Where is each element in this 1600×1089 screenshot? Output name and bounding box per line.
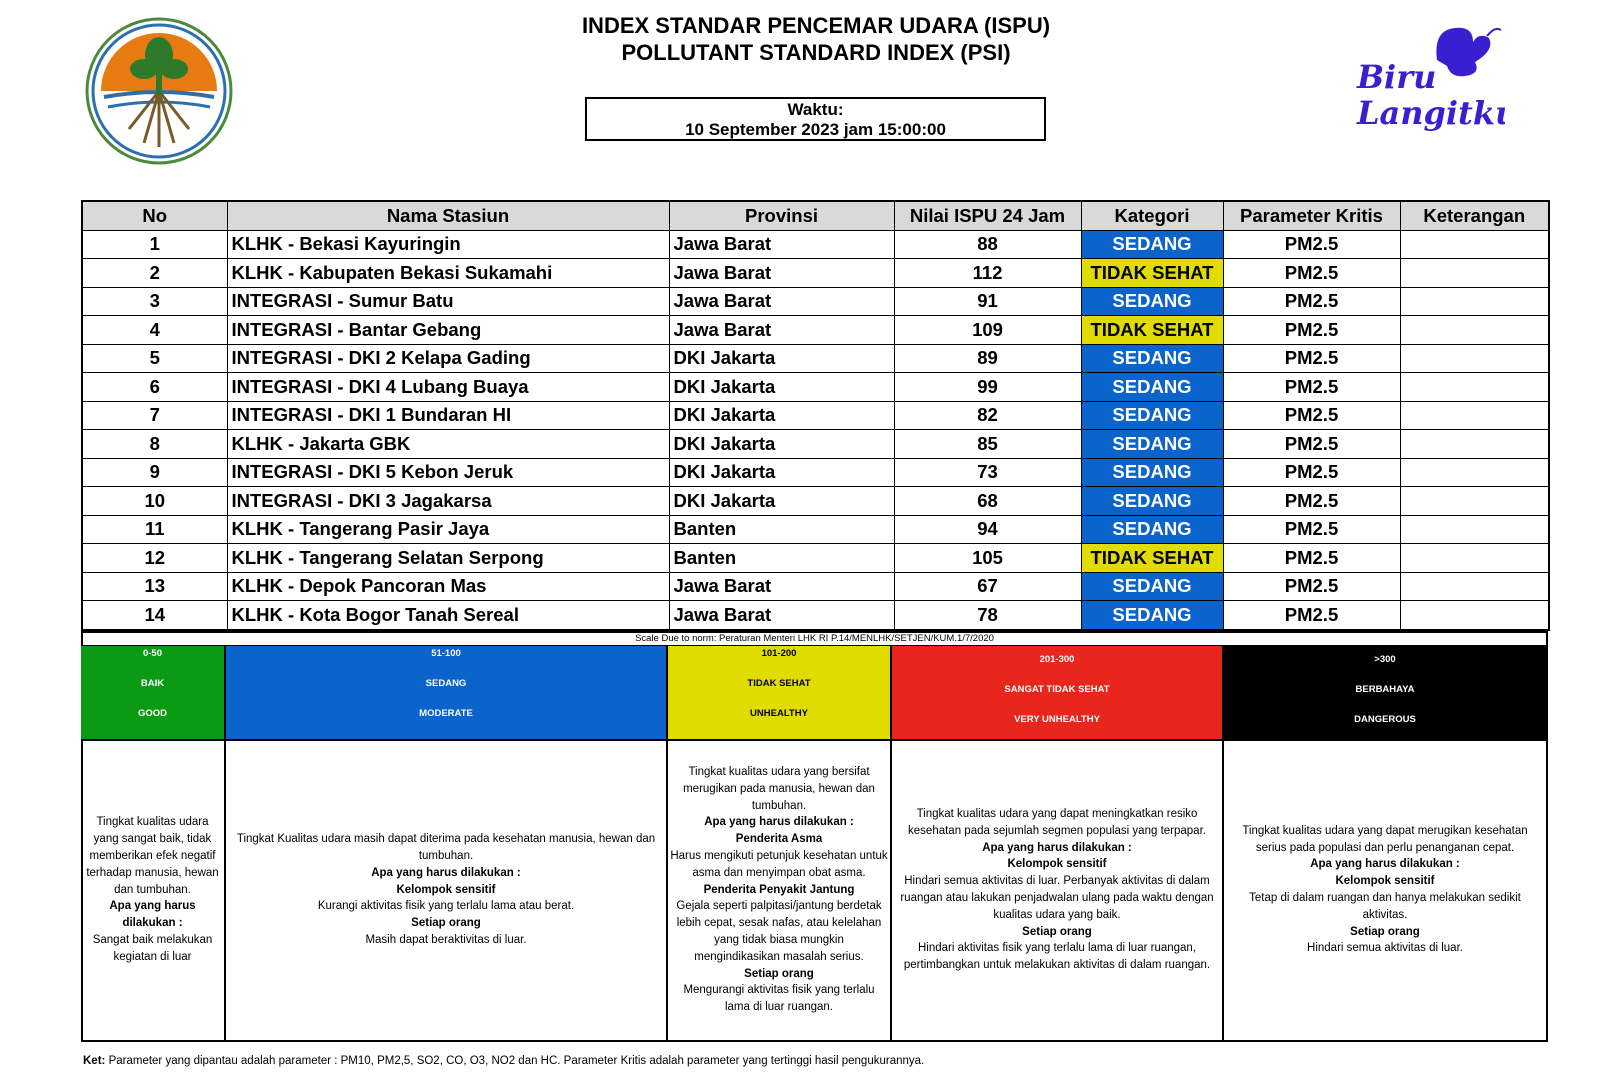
description-text: Tetap di dalam ruangan dan hanya melakukan sedikit aktivitas. [1249,892,1521,921]
table-row [82,430,1549,459]
cell-param: PM2.5 [1223,572,1400,601]
table-row [82,373,1549,402]
cell-param: PM2.5 [1223,401,1400,430]
cell-category: TIDAK SEHAT [1081,259,1223,288]
legend-en-label: DANGEROUS [1354,714,1416,725]
legend-range: 201-300 [1039,654,1075,665]
cell-no: 4 [82,316,227,345]
cell-value: 78 [894,601,1081,630]
cell-province: Banten [669,515,894,544]
cell-province: DKI Jakarta [669,344,894,373]
description-heading: Setiap orang [744,967,814,980]
table-header-row [82,201,1549,230]
cell-category: SEDANG [1081,344,1223,373]
cell-station: INTEGRASI - Bantar Gebang [227,316,669,345]
cell-param: PM2.5 [1223,458,1400,487]
cell-category: SEDANG [1081,515,1223,544]
cell-note [1400,544,1549,573]
cell-category: SEDANG [1081,572,1223,601]
cell-no: 9 [82,458,227,487]
cell-province: DKI Jakarta [669,487,894,516]
time-label: Waktu: [787,100,844,119]
cell-note [1400,572,1549,601]
description-heading: Penderita Penyakit Jantung [703,883,855,896]
cell-note [1400,230,1549,259]
description-text: Mengurangi aktivitas fisik yang terlalu lama di luar ruangan. [683,984,875,1014]
description-heading: Kelompok sensitif [1335,875,1435,888]
legend-category [892,646,1224,739]
cell-station: INTEGRASI - DKI 1 Bundaran HI [227,401,669,430]
table-row [82,487,1549,516]
cell-no: 10 [82,487,227,516]
table-row [82,401,1549,430]
footer-label: Ket: [83,1055,106,1067]
legend-en-label: GOOD [137,708,168,719]
cell-category: SEDANG [1081,230,1223,259]
table-row [82,316,1549,345]
cell-province: Jawa Barat [669,316,894,345]
cell-station: KLHK - Depok Pancoran Mas [227,572,669,601]
col-header-note: Keterangan [1400,201,1549,230]
legend-category [226,646,668,739]
description-text: Tingkat kualitas udara yang dapat meningkatkan resiko kesehatan pada sejumlah segmen populasi yang terpapar. [908,808,1206,837]
cell-param: PM2.5 [1223,515,1400,544]
cell-no: 12 [82,544,227,573]
legend-id-label: BERBAHAYA [1355,684,1415,695]
legend-description [81,740,226,1040]
cell-station: KLHK - Kota Bogor Tanah Sereal [227,601,669,630]
cell-value: 91 [894,287,1081,316]
cell-note [1400,287,1549,316]
cell-station: KLHK - Tangerang Pasir Jaya [227,515,669,544]
cell-province: Jawa Barat [669,230,894,259]
description-text: Masih dapat beraktivitas di luar. [365,933,527,946]
cell-province: Banten [669,544,894,573]
cell-category: SEDANG [1081,401,1223,430]
legend-description [668,740,892,1040]
cell-province: DKI Jakarta [669,430,894,459]
table-row [82,601,1549,630]
legend-en-label: MODERATE [419,708,473,719]
table-row [82,259,1549,288]
description-heading: Setiap orang [411,917,481,930]
col-header-value: Nilai ISPU 24 Jam [894,201,1081,230]
cell-value: 89 [894,344,1081,373]
cell-station: INTEGRASI - Sumur Batu [227,287,669,316]
cell-province: Jawa Barat [669,601,894,630]
brand-line1: Biru [1357,58,1437,96]
cell-station: INTEGRASI - DKI 3 Jagakarsa [227,487,669,516]
cell-station: INTEGRASI - DKI 2 Kelapa Gading [227,344,669,373]
ispu-table [81,200,1550,631]
legend-range: 101-200 [761,648,797,659]
table-row [82,230,1549,259]
cell-category: SEDANG [1081,287,1223,316]
cell-param: PM2.5 [1223,259,1400,288]
time-value: 10 September 2023 jam 15:00:00 [685,120,946,139]
description-text: Hindari aktivitas fisik yang terlalu lama di luar ruangan, pertimbangkan untuk melakukan aktivitas di dalam ruangan. [903,942,1211,972]
cell-value: 105 [894,544,1081,573]
legend-description [1224,740,1548,1040]
cell-no: 6 [82,373,227,402]
cell-province: Jawa Barat [669,259,894,288]
legend-en-label: UNHEALTHY [750,708,808,719]
table-row [82,458,1549,487]
cell-note [1400,458,1549,487]
legend-category [81,646,226,739]
cell-note [1400,259,1549,288]
description-heading: Penderita Asma [735,833,823,846]
cell-value: 109 [894,316,1081,345]
cell-param: PM2.5 [1223,373,1400,402]
cell-no: 14 [82,601,227,630]
cell-note [1400,601,1549,630]
cell-value: 67 [894,572,1081,601]
description-text: Tingkat kualitas udara yang dapat merugikan kesehatan serius pada populasi dan perlu penanganan cepat. [1242,824,1528,854]
legend-en-label: VERY UNHEALTHY [1014,714,1100,725]
description-heading: Apa yang harus dilakukan : [371,866,521,879]
cell-param: PM2.5 [1223,601,1400,630]
table-row [82,572,1549,601]
cell-param: PM2.5 [1223,544,1400,573]
cell-station: INTEGRASI - DKI 5 Kebon Jeruk [227,458,669,487]
legend-id-label: TIDAK SEHAT [747,678,811,689]
cell-station: KLHK - Kabupaten Bekasi Sukamahi [227,259,669,288]
description-heading: Apa yang harus dilakukan : [982,841,1132,854]
cell-category: SEDANG [1081,430,1223,459]
description-text: Hindari semua aktivitas di luar. Perbanyak aktivitas di dalam ruangan atau lakukan penjadwalan ulang pada waktu dengan kualitas udara yang baik. [900,875,1214,921]
cell-note [1400,401,1549,430]
description-text: Hindari semua aktivitas di luar. [1307,942,1463,955]
cell-no: 7 [82,401,227,430]
cell-param: PM2.5 [1223,487,1400,516]
description-text: Gejala seperti palpitasi/jantung berdetak lebih cepat, sesak nafas, atau kelelahan yang tidak biasa mungkin mengindikasikan masalah serius. [676,900,882,963]
description-heading: Kelompok sensitif [1007,858,1107,871]
table-row [82,344,1549,373]
cell-no: 8 [82,430,227,459]
description-text: Kurangi aktivitas fisik yang terlalu lama atau berat. [317,900,575,913]
cell-value: 68 [894,487,1081,516]
description-heading: Kelompok sensitif [396,883,496,896]
cell-value: 99 [894,373,1081,402]
legend-id-label: SANGAT TIDAK SEHAT [1004,684,1110,695]
page-subtitle: POLLUTANT STANDARD INDEX (PSI) [621,40,1011,65]
cell-station: KLHK - Tangerang Selatan Serpong [227,544,669,573]
brand-line2: Langitku [1357,94,1505,132]
time-box [585,97,1046,141]
col-header-station: Nama Stasiun [227,201,669,230]
description-text: Tingkat kualitas udara yang bersifat merugikan pada manusia, hewan dan tumbuhan. [683,766,875,812]
description-text: Tingkat kualitas udara yang sangat baik, tidak memberikan efek negatif terhadap manusia, hewan dan tumbuhan. [86,816,219,896]
legend-id-label: BAIK [140,678,165,689]
col-header-category: Kategori [1081,201,1223,230]
description-heading: Apa yang harus dilakukan : [1310,858,1460,871]
cell-param: PM2.5 [1223,344,1400,373]
description-text: Sangat baik melakukan kegiatan di luar [92,933,213,963]
cell-no: 3 [82,287,227,316]
cell-category: SEDANG [1081,458,1223,487]
description-text: Tingkat Kualitas udara masih dapat diterima pada kesehatan manusia, hewan dan tumbuhan. [236,833,656,862]
cell-value: 85 [894,430,1081,459]
cell-note [1400,487,1549,516]
cell-province: Jawa Barat [669,287,894,316]
legend-id-label: SEDANG [425,678,467,689]
cell-no: 11 [82,515,227,544]
cell-param: PM2.5 [1223,316,1400,345]
cell-category: TIDAK SEHAT [1081,316,1223,345]
table-row [82,287,1549,316]
col-header-province: Provinsi [669,201,894,230]
cell-category: SEDANG [1081,373,1223,402]
description-heading: Apa yang harus dilakukan : [704,816,854,829]
cell-category: SEDANG [1081,487,1223,516]
cell-no: 13 [82,572,227,601]
table-row [82,544,1549,573]
cell-param: PM2.5 [1223,230,1400,259]
description-heading: Setiap orang [1022,925,1092,938]
cell-value: 88 [894,230,1081,259]
footer-text: Parameter yang dipantau adalah parameter : PM10, PM2,5, SO2, CO, O3, NO2 dan HC. Parameter Kritis adalah parameter yang tertinggi hasil pengukurannya. [105,1055,925,1067]
legend-category [1224,646,1548,739]
cell-note [1400,344,1549,373]
cell-province: Jawa Barat [669,572,894,601]
cell-province: DKI Jakarta [669,373,894,402]
table-row [82,515,1549,544]
cell-note [1400,316,1549,345]
cell-value: 112 [894,259,1081,288]
cell-station: INTEGRASI - DKI 4 Lubang Buaya [227,373,669,402]
description-text: Harus mengikuti petunjuk kesehatan untuk asma dan menyimpan obat asma. [670,850,888,879]
description-heading: Setiap orang [1350,925,1420,938]
legend-range: >300 [1374,654,1396,665]
cell-note [1400,373,1549,402]
page-title: INDEX STANDAR PENCEMAR UDARA (ISPU) [581,13,1051,38]
description-heading: Apa yang harus dilakukan : [109,900,196,930]
cell-value: 82 [894,401,1081,430]
cell-station: KLHK - Bekasi Kayuringin [227,230,669,259]
footer-note [83,1055,924,1067]
col-header-param: Parameter Kritis [1223,201,1400,230]
legend-description [226,740,668,1040]
cell-province: DKI Jakarta [669,458,894,487]
cell-province: DKI Jakarta [669,401,894,430]
legend-description [892,740,1224,1040]
cell-station: KLHK - Jakarta GBK [227,430,669,459]
cell-no: 1 [82,230,227,259]
legend-category [668,646,892,739]
cell-param: PM2.5 [1223,430,1400,459]
col-header-no: No [82,201,227,230]
cell-value: 94 [894,515,1081,544]
cell-param: PM2.5 [1223,287,1400,316]
cell-no: 2 [82,259,227,288]
cell-value: 73 [894,458,1081,487]
legend-range: 51-100 [431,648,461,659]
scale-note: Scale Due to norm: Peraturan Menteri LHK RI P.14/MENLHK/SETJEN/KUM.1/7/2020 [635,633,994,644]
cell-category: SEDANG [1081,601,1223,630]
legend-range: 0-50 [142,648,162,659]
cell-no: 5 [82,344,227,373]
cell-category: TIDAK SEHAT [1081,544,1223,573]
cell-note [1400,430,1549,459]
cell-note [1400,515,1549,544]
